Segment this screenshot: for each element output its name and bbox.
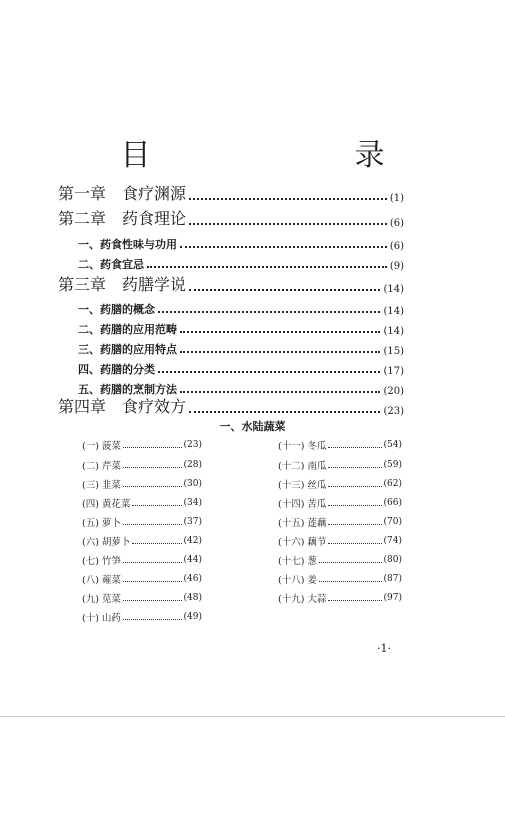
page-number: (14) [383, 284, 404, 295]
leader-dots [123, 619, 182, 620]
toc-section[interactable] [78, 317, 404, 337]
page-number: (6) [389, 218, 404, 229]
item-label: (十九) 大蒜 [278, 594, 327, 605]
page-number: (66) [383, 498, 402, 508]
leader-dots [189, 198, 387, 200]
page-number: (42) [183, 536, 202, 546]
page-number: (6) [389, 241, 404, 252]
toc-item[interactable] [278, 437, 402, 453]
item-label: (二) 芹菜 [82, 461, 121, 472]
leader-dots [123, 562, 182, 563]
toc-section[interactable] [78, 297, 404, 317]
leader-dots [189, 411, 380, 413]
page-number: (9) [389, 261, 404, 272]
leader-dots [180, 331, 380, 333]
page-number: (74) [383, 536, 402, 546]
section-label: 二、药膳的应用范畴 [78, 323, 177, 336]
toc-item[interactable] [278, 552, 402, 568]
leader-dots [123, 581, 182, 582]
item-label: (十七) 葱 [278, 556, 317, 567]
section-label: 三、药膳的应用特点 [78, 343, 177, 356]
toc-item[interactable] [82, 533, 202, 549]
toc-chapter-2[interactable] [58, 209, 404, 229]
page-number: (44) [183, 555, 202, 565]
page-number: (49) [183, 612, 202, 622]
section-label: 五、药膳的烹制方法 [78, 383, 177, 396]
page-number: (15) [383, 346, 404, 357]
page-edge-rule [0, 716, 505, 717]
leader-dots [158, 311, 380, 313]
leader-dots [319, 581, 382, 582]
page-number: (97) [383, 593, 402, 603]
page-number: (48) [183, 593, 202, 603]
leader-dots [180, 351, 380, 353]
leader-dots [189, 289, 380, 291]
page-folio: ·1· [377, 642, 391, 655]
toc-item[interactable] [82, 571, 202, 587]
item-label: (十一) 冬瓜 [278, 441, 327, 452]
page-number: (14) [383, 306, 404, 317]
page-number: (54) [383, 440, 402, 450]
category-heading: 一、水陆蔬菜 [219, 420, 286, 433]
leader-dots [328, 524, 381, 525]
item-label: (八) 蕹菜 [82, 575, 121, 586]
item-label: (十六) 藕节 [278, 537, 327, 548]
page-number: (30) [183, 479, 202, 489]
leader-dots [132, 543, 181, 544]
toc-item[interactable] [278, 514, 402, 530]
toc-item[interactable] [82, 590, 202, 606]
section-label: 四、药膳的分类 [78, 363, 155, 376]
page-number: (46) [183, 574, 202, 584]
leader-dots [123, 486, 182, 487]
toc-item[interactable] [278, 533, 402, 549]
toc-item[interactable] [82, 609, 202, 625]
leader-dots [328, 543, 381, 544]
page-number: (14) [383, 326, 404, 337]
page-number: (37) [183, 517, 202, 527]
leader-dots [319, 562, 382, 563]
leader-dots [123, 447, 182, 448]
leader-dots [328, 486, 381, 487]
toc-item[interactable] [278, 476, 402, 492]
leader-dots [123, 600, 182, 601]
leader-dots [328, 505, 381, 506]
chapter-label: 第一章 食疗渊源 [58, 184, 187, 203]
page-number: (1) [389, 193, 404, 204]
toc-section[interactable] [78, 357, 404, 377]
toc-chapter-4[interactable] [58, 397, 404, 417]
page-number: (28) [183, 460, 202, 470]
toc-item[interactable] [82, 552, 202, 568]
page-number: (80) [383, 555, 402, 565]
toc-item[interactable] [278, 571, 402, 587]
leader-dots [180, 391, 380, 393]
toc-item[interactable] [82, 476, 202, 492]
toc-item[interactable] [278, 457, 402, 473]
toc-item[interactable] [82, 457, 202, 473]
chapter-label: 第三章 药膳学说 [58, 275, 187, 294]
toc-item[interactable] [82, 495, 202, 511]
item-label: (十五) 莲藕 [278, 518, 327, 529]
page-number: (34) [183, 498, 202, 508]
leader-dots [189, 223, 387, 225]
toc-item[interactable] [82, 514, 202, 530]
item-label: (十四) 苦瓜 [278, 499, 327, 510]
item-label: (十三) 丝瓜 [278, 480, 327, 491]
page-number: (59) [383, 460, 402, 470]
leader-dots [328, 467, 381, 468]
leader-dots [123, 524, 182, 525]
leader-dots [147, 266, 387, 268]
leader-dots [158, 371, 380, 373]
toc-item[interactable] [278, 495, 402, 511]
page-number: (23) [183, 440, 202, 450]
item-label: (十八) 姜 [278, 575, 317, 586]
item-label: (十二) 南瓜 [278, 461, 327, 472]
leader-dots [180, 246, 387, 248]
leader-dots [328, 600, 381, 601]
toc-chapter-1[interactable] [58, 184, 404, 204]
toc-section[interactable] [78, 232, 404, 252]
item-label: (六) 胡萝卜 [82, 537, 131, 548]
leader-dots [123, 467, 182, 468]
page-title: 目 录 [120, 138, 433, 173]
section-label: 一、药膳的概念 [78, 303, 155, 316]
section-label: 一、药食性味与功用 [78, 238, 177, 251]
item-label: (一) 菠菜 [82, 441, 121, 452]
toc-item[interactable] [82, 437, 202, 453]
section-label: 二、药食宜忌 [78, 258, 144, 271]
toc-item[interactable] [278, 590, 402, 606]
chapter-label: 第四章 食疗效方 [58, 397, 187, 416]
item-label: (十) 山药 [82, 613, 121, 624]
item-label: (九) 苋菜 [82, 594, 121, 605]
item-label: (四) 黄花菜 [82, 499, 131, 510]
leader-dots [132, 505, 181, 506]
toc-section[interactable] [78, 252, 404, 272]
toc-section[interactable] [78, 337, 404, 357]
page-number: (23) [383, 406, 404, 417]
page-number: (70) [383, 517, 402, 527]
item-label: (三) 韭菜 [82, 480, 121, 491]
chapter-label: 第二章 药食理论 [58, 209, 187, 228]
page-number: (87) [383, 574, 402, 584]
toc-chapter-3[interactable] [58, 275, 404, 295]
item-label: (七) 竹笋 [82, 556, 121, 567]
item-label: (五) 萝卜 [82, 518, 121, 529]
page-number: (17) [383, 366, 404, 377]
leader-dots [328, 447, 381, 448]
page-number: (62) [383, 479, 402, 489]
page-number: (20) [383, 386, 404, 397]
